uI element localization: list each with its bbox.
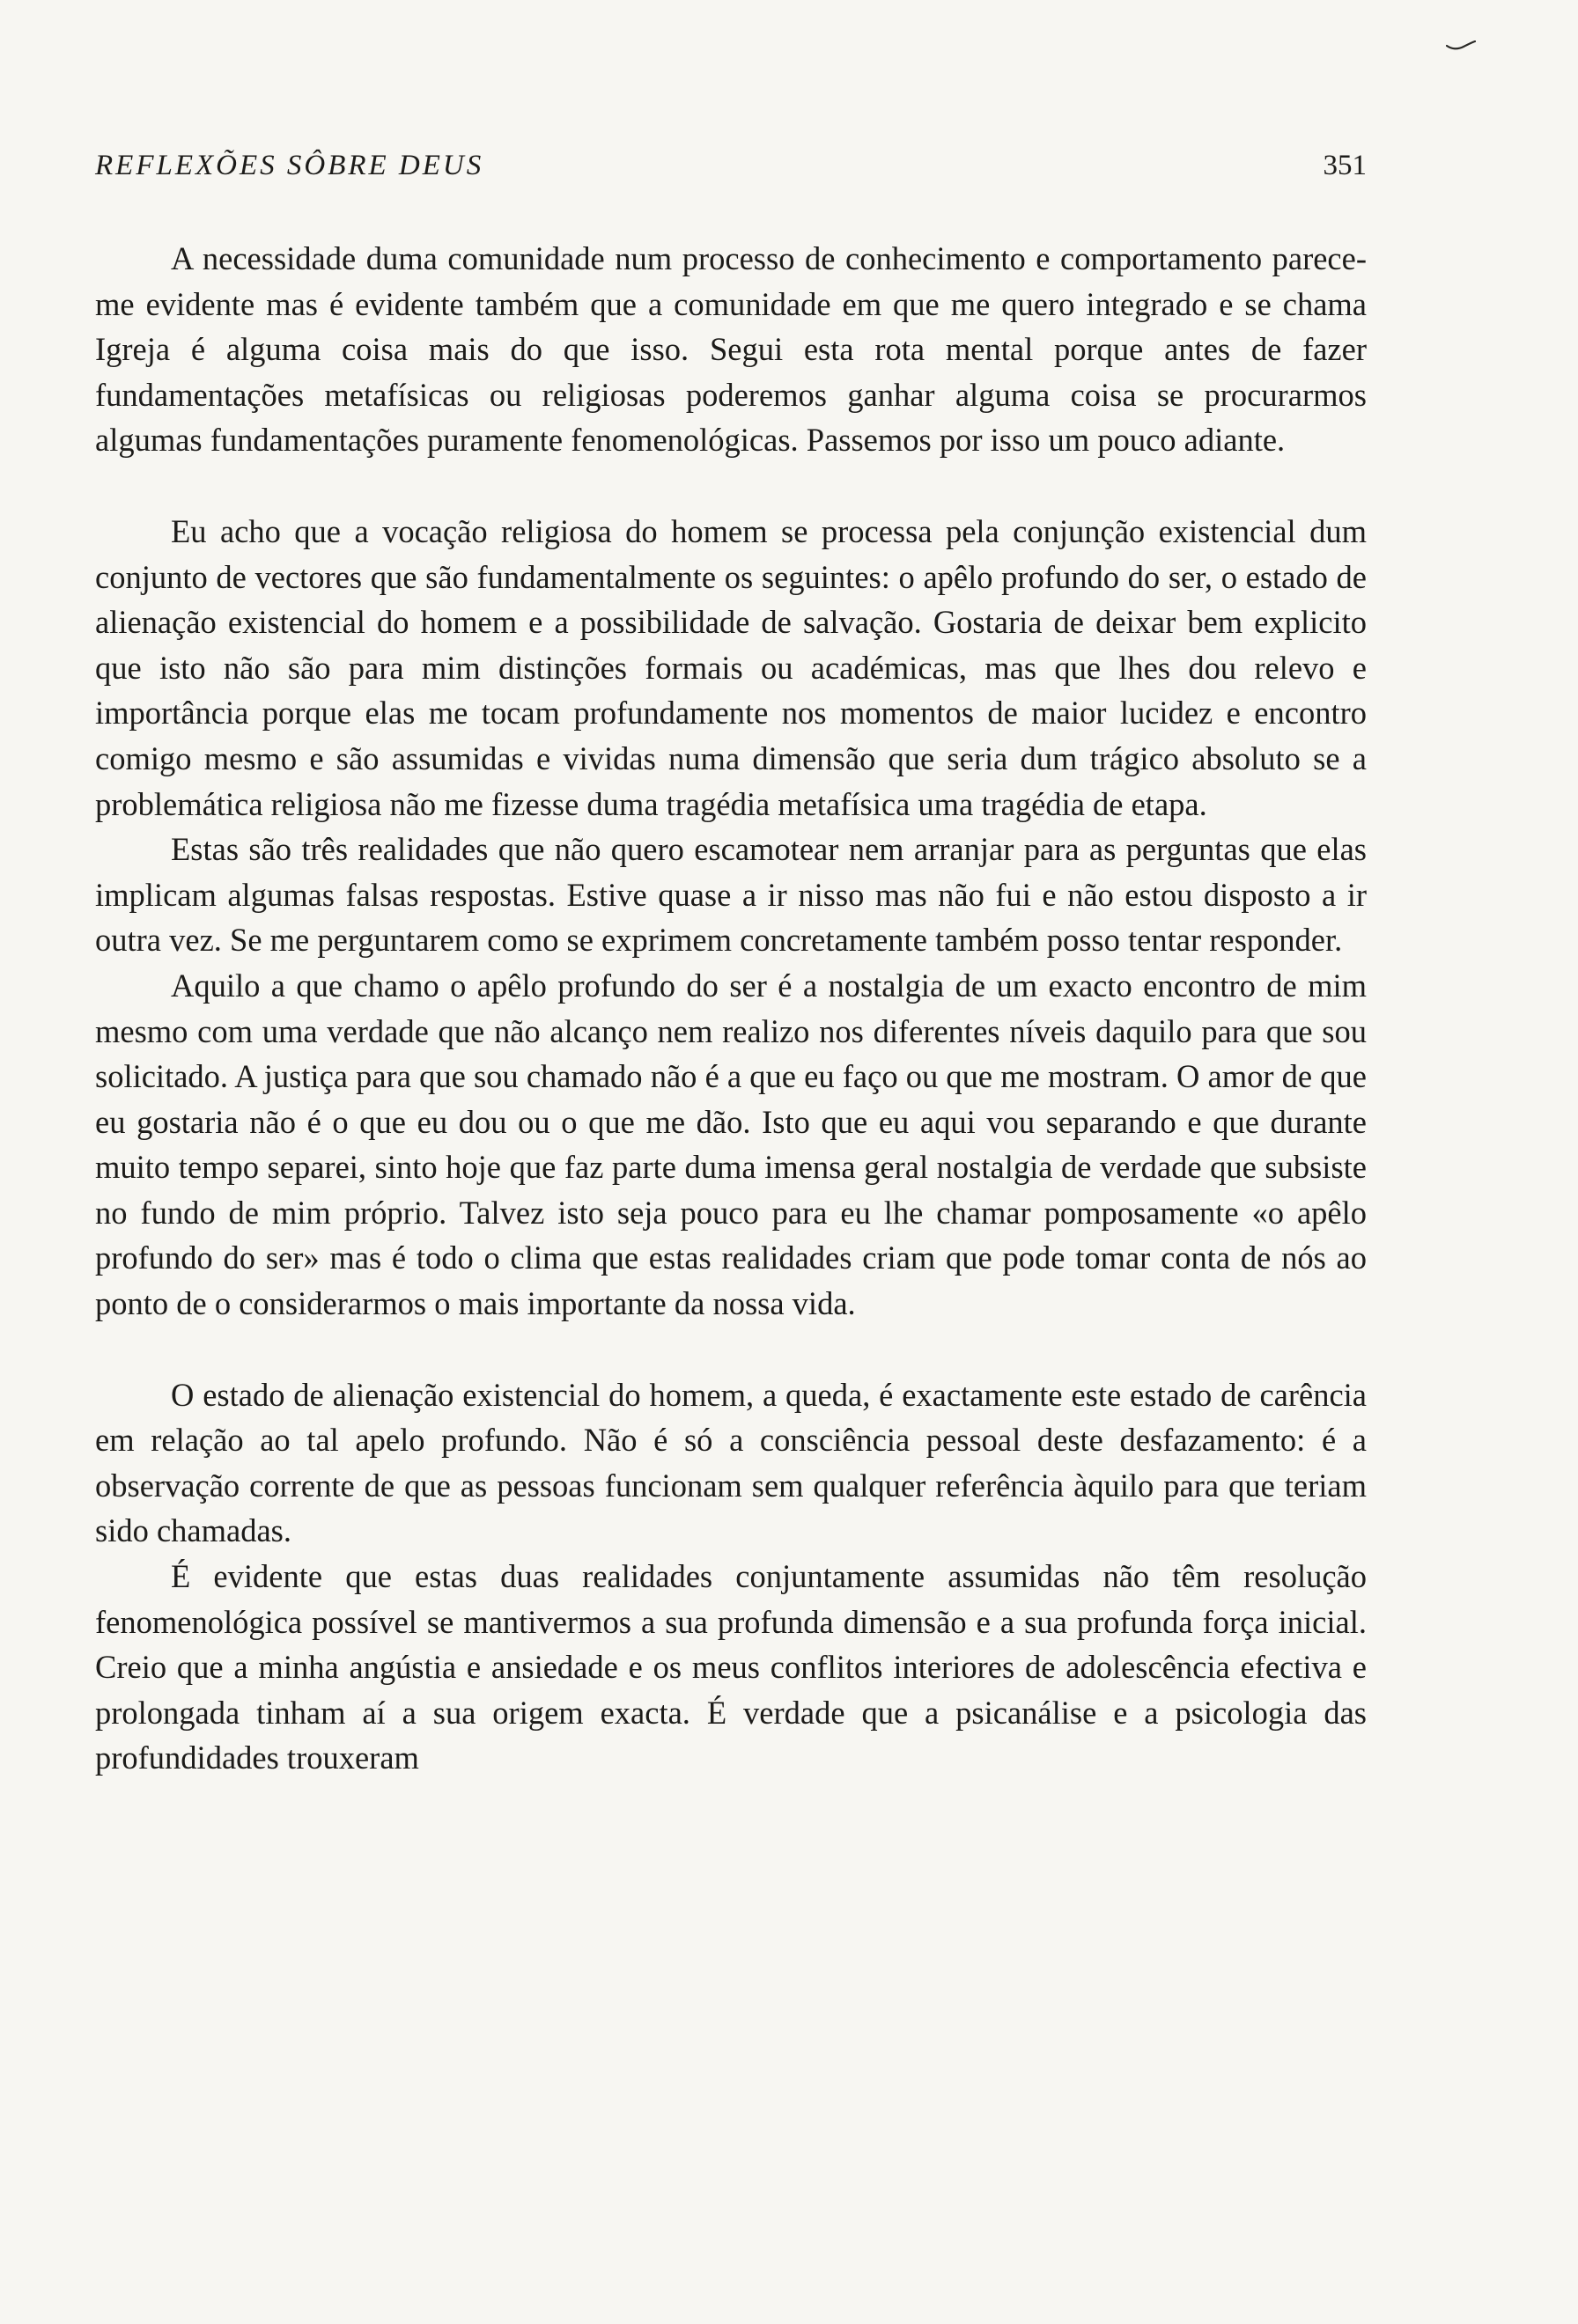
running-head	[95, 150, 1367, 195]
paragraph: O estado de alienação existencial do homem, a queda, é exactamente este estado de carência em relação ao tal apelo profundo. Não é só a consciência pessoal deste desfazamento: é a observação corrente de que as pessoas funcionam sem qualquer referência àquilo para que teriam sido chamadas.	[95, 1376, 1367, 1549]
body-text	[95, 236, 1367, 1781]
ink-mark	[1446, 40, 1476, 51]
page-number: 351	[1323, 150, 1367, 181]
paragraph: A necessidade duma comunidade num processo de conhecimento e comportamento parece-me evidente mas é evidente também que a comunidade em que me quero integrado e se chama Igreja é alguma coisa mais do que isso. Segui esta rota mental porque antes de fazer fundamentações metafísicas ou religiosas poderemos ganhar alguma coisa se procurarmos algumas fundamentações puramente fenomenológicas. Passemos por isso um pouco adiante.	[95, 240, 1367, 459]
paragraph: Estas são três realidades que não quero escamotear nem arranjar para as perguntas que elas implicam algumas falsas respostas. Estive quase a ir nisso mas não fui e não estou disposto a ir outra vez. Se me perguntarem como se exprimem concretamente também posso tentar responder.	[95, 831, 1367, 959]
running-title: REFLEXÕES SÔBRE DEUS	[95, 150, 484, 181]
paragraph: Eu acho que a vocação religiosa do homem se processa pela conjunção existencial dum conjunto de vectores que são fundamentalmente os seguintes: o apêlo profundo do ser, o estado de alienação existencial do homem e a possibilidade de salvação. Gostaria de deixar bem explicito que isto não são para mim distinções formais ou académicas, mas que lhes dou relevo e importância porque elas me tocam profundamente nos momentos de maior lucidez e encontro comigo mesmo e são assumidas e vividas numa dimensão que seria dum trágico absoluto se a problemática religiosa não me fizesse duma tragédia metafísica uma tragédia de etapa.	[95, 512, 1367, 822]
paragraph: É evidente que estas duas realidades conjuntamente assumidas não têm resolução fenomenológica possível se mantivermos a sua profunda dimensão e a sua profunda força inicial. Creio que a minha angústia e ansiedade e os meus conflitos interiores de adolescência efectiva e prolongada tinham aí a sua origem exacta. É verdade que a psicanálise e a psicologia das profundidades trouxeram	[95, 1558, 1367, 1776]
paragraph: Aquilo a que chamo o apêlo profundo do ser é a nostalgia de um exacto encontro de mim mesmo com uma verdade que não alcanço nem realizo nos diferentes níveis daquilo para que sou solicitado. A justiça para que sou chamado não é a que eu faço ou que me mostram. O amor de que eu gostaria não é o que eu dou ou o que me dão. Isto que eu aqui vou separando e que durante muito tempo separei, sinto hoje que faz parte duma imensa geral nostalgia de verdade que subsiste no fundo de mim próprio. Talvez isto seja pouco para eu lhe chamar pomposamente «o apêlo profundo do ser» mas é todo o clima que estas realidades criam que pode tomar conta de nós ao ponto de o considerarmos o mais importante da nossa vida.	[95, 967, 1367, 1322]
